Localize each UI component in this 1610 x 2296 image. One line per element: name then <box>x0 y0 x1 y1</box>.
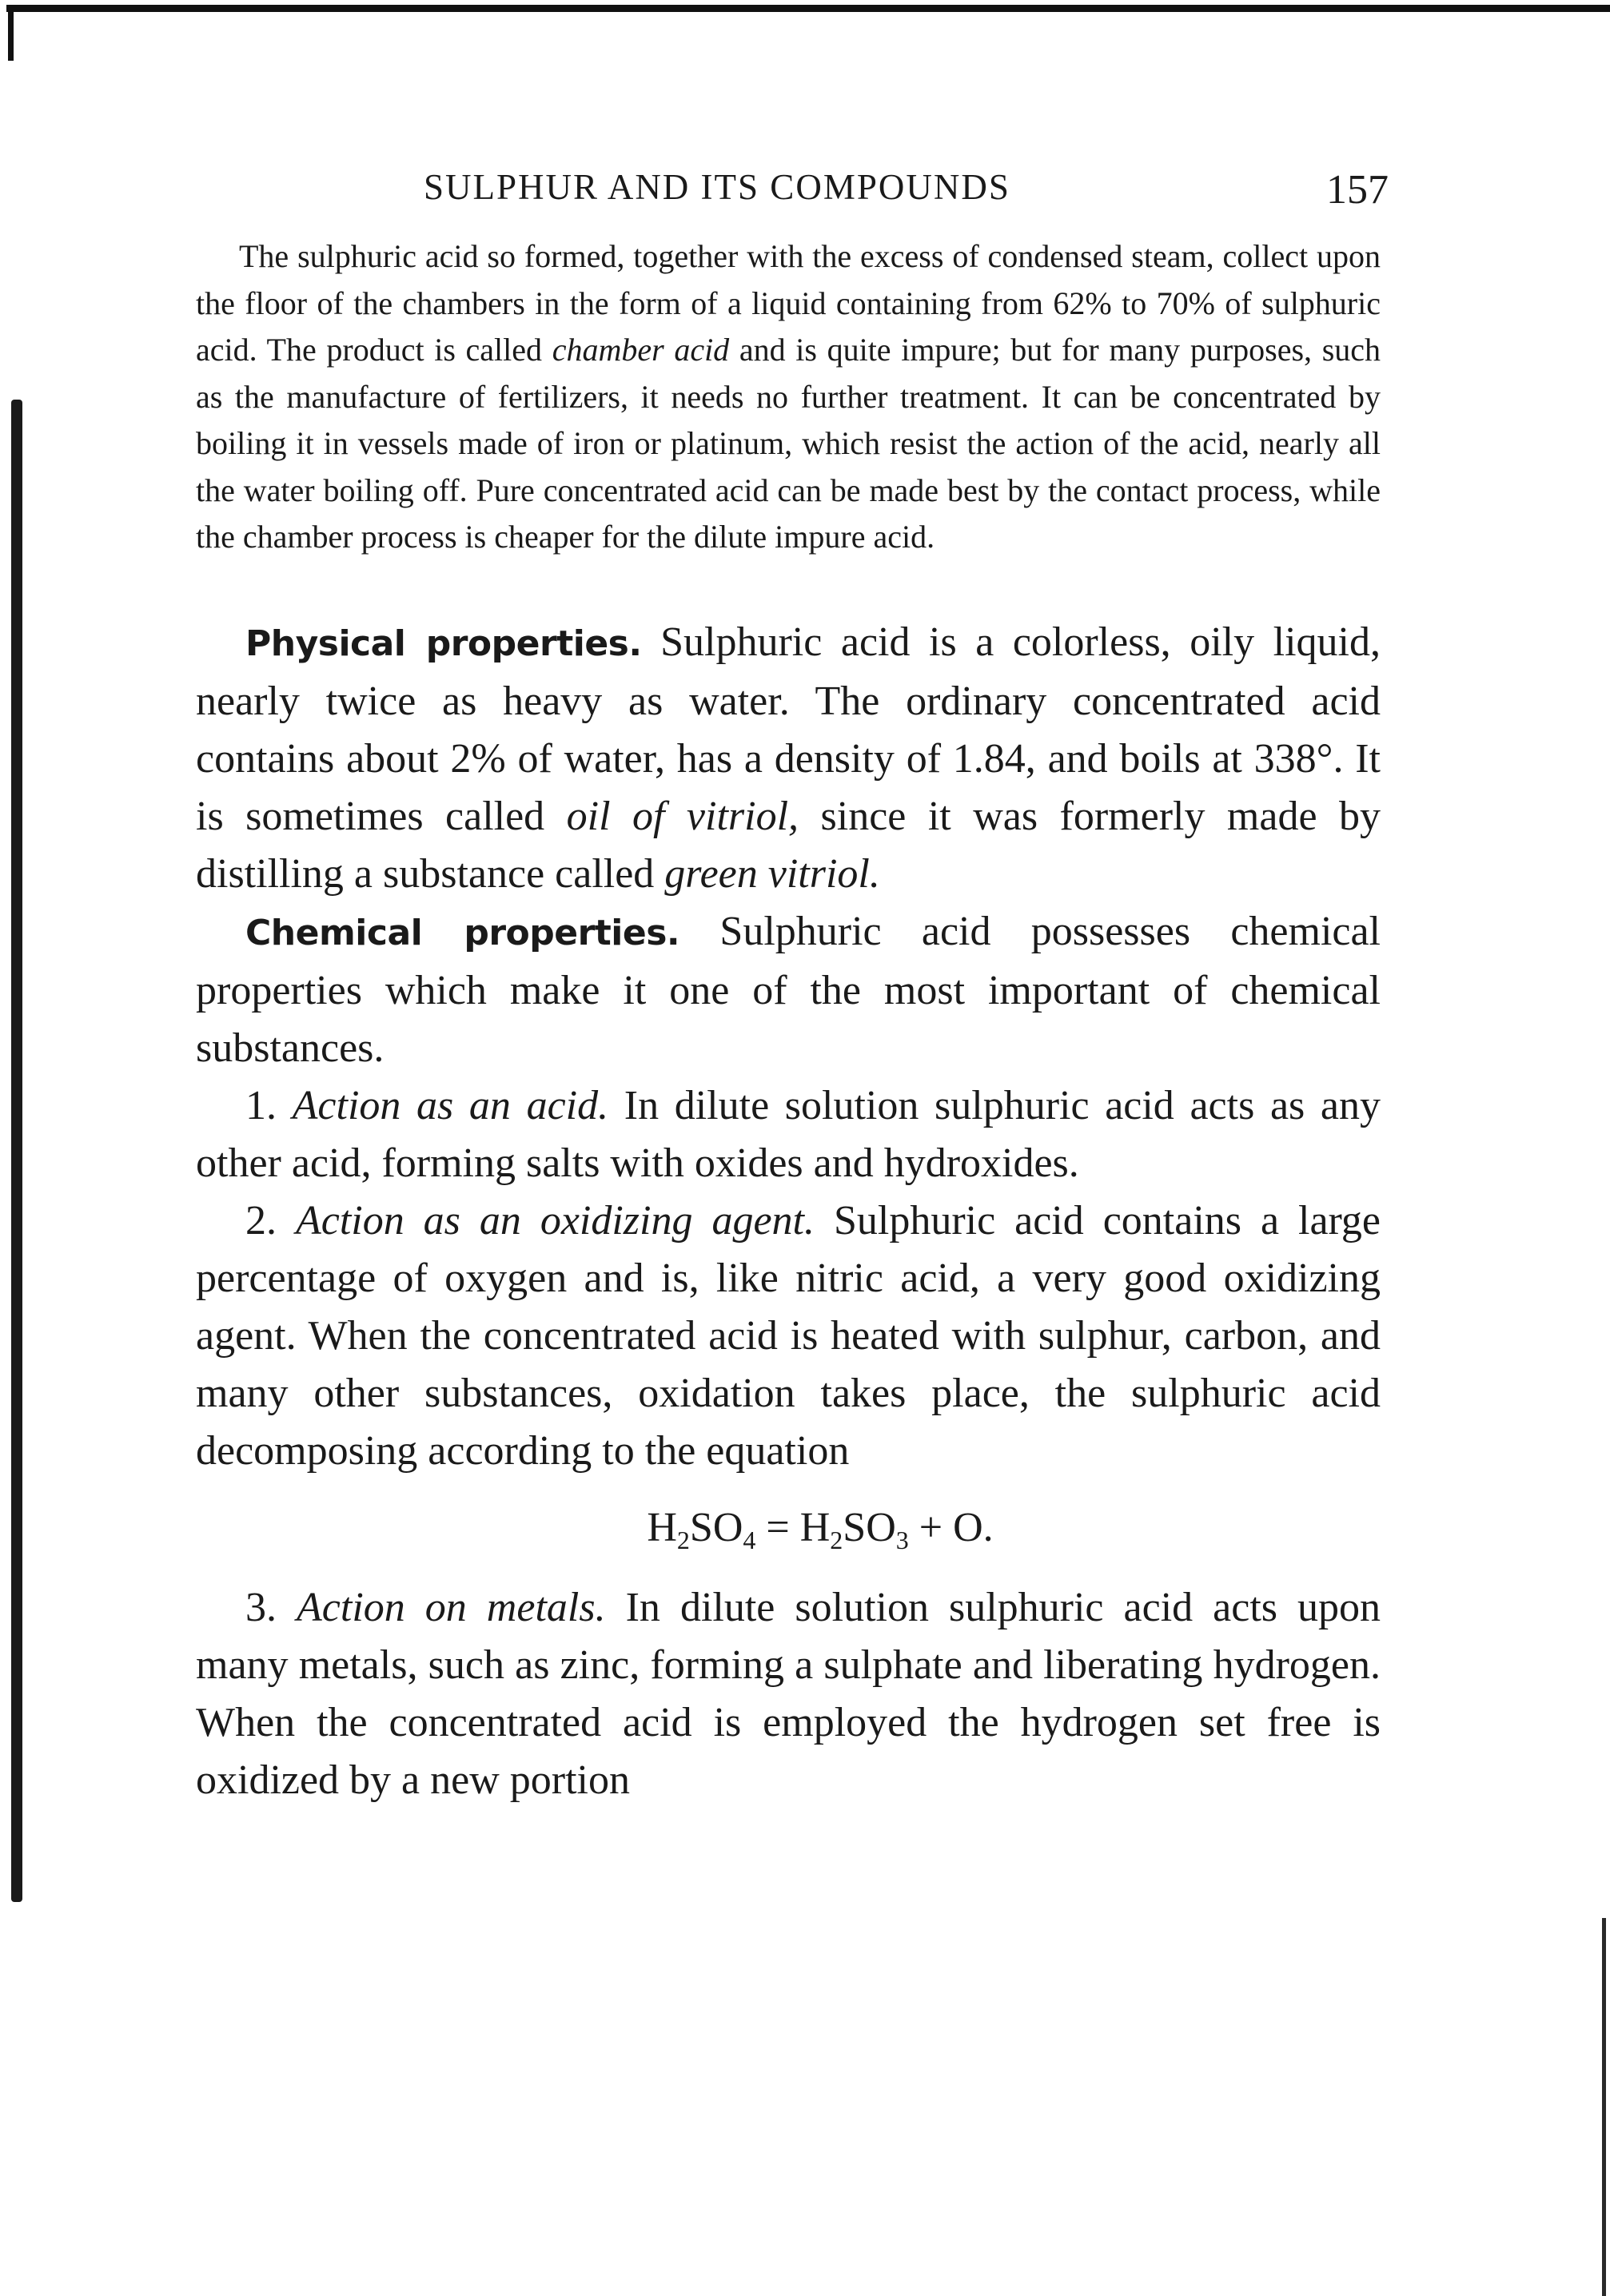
item-text: In dilute solution sulphuric acid acts as any other acid, forming salts with oxides and hydroxides. <box>196 1082 1381 1186</box>
eq-rhs-h-sub: 2 <box>830 1525 843 1554</box>
physical-term-1: oil of vitriol, <box>566 793 799 839</box>
eq-plus-o: + O. <box>908 1504 994 1550</box>
list-item-action-on-metals <box>196 1579 1381 1809</box>
item-text: Sulphuric acid contains a large percentage of oxygen and is, like nitric acid, a very good oxidizing agent. When the concentrated acid is heated with sulphur, carbon, and many other substances, oxidation takes place, the sulphuric acid decomposing according to the equation <box>196 1197 1381 1474</box>
book-page <box>196 160 1389 1809</box>
intro-rest: and is quite impure; but for many purposes, such as the manufacture of fertilizers, it needs no further treatment. It can be concentrated by boiling it in vessels made of iron or platinum, which resist the action of the acid, nearly all the water boiling off. Pure concentrated acid can be made best by the contact process, while the chamber process is cheaper for the dilute impure acid. <box>196 332 1381 555</box>
eq-rhs-so: SO <box>843 1504 896 1550</box>
intro-text: The sulphuric acid so formed, together with the excess of condensed steam, collect upon the floor of the chambers in the form of a liquid containing from 62% to 70% of sulphuric acid. The product is called <box>196 238 1381 368</box>
scan-corner-mark <box>8 5 14 61</box>
physical-text-2: since it was formerly made by distilling a substance called <box>196 793 1381 897</box>
eq-equals: = <box>755 1504 800 1550</box>
item-title: Action as an acid. <box>292 1082 609 1128</box>
physical-properties-heading: Physical properties. <box>245 623 642 664</box>
scan-top-border <box>6 5 1610 12</box>
intro-term: chamber acid <box>552 332 730 368</box>
physical-term-2: green vitriol. <box>664 850 880 897</box>
eq-lhs-so-sub: 4 <box>743 1525 756 1554</box>
intro-paragraph <box>196 233 1381 561</box>
chemical-text: Sulphuric acid possesses chemical properties which make it one of the most important of chemical substances. <box>196 908 1381 1071</box>
list-item-oxidizing-agent <box>196 1192 1381 1480</box>
scan-left-binding-shadow <box>11 400 22 1902</box>
item-title: Action as an oxidizing agent. <box>295 1197 815 1244</box>
item-number: 1. <box>245 1082 277 1128</box>
running-head-title: SULPHUR AND ITS COMPOUNDS <box>424 167 1010 207</box>
chemical-equation <box>196 1496 1381 1560</box>
physical-text-1: Sulphuric acid is a colorless, oily liquid, nearly twice as heavy as water. The ordinary concentrated acid contains about 2% of water, has a density of 1.84, and boils at 338°. It is sometimes called <box>196 619 1381 839</box>
physical-properties-paragraph <box>196 614 1381 903</box>
eq-lhs-h-sub: 2 <box>676 1525 690 1554</box>
eq-lhs-so: SO <box>689 1504 743 1550</box>
item-text: In dilute solution sulphuric acid acts upon many metals, such as zinc, forming a sulphate and liberating hydrogen. When the concentrated acid is employed the hydrogen set free is oxidized by a new portion <box>196 1584 1381 1803</box>
chemical-properties-heading: Chemical properties. <box>245 912 680 953</box>
running-head <box>196 160 1389 224</box>
scan-right-edge-shadow <box>1602 1918 1606 2296</box>
list-item-action-as-acid <box>196 1077 1381 1192</box>
eq-lhs-h: H <box>647 1504 677 1550</box>
item-number: 3. <box>245 1584 277 1630</box>
eq-rhs-h: H <box>799 1504 831 1550</box>
page-number: 157 <box>1326 167 1389 213</box>
chemical-properties-paragraph <box>196 903 1381 1077</box>
eq-rhs-so-sub: 3 <box>895 1525 909 1554</box>
item-title: Action on metals. <box>297 1584 606 1630</box>
item-number: 2. <box>245 1197 277 1244</box>
